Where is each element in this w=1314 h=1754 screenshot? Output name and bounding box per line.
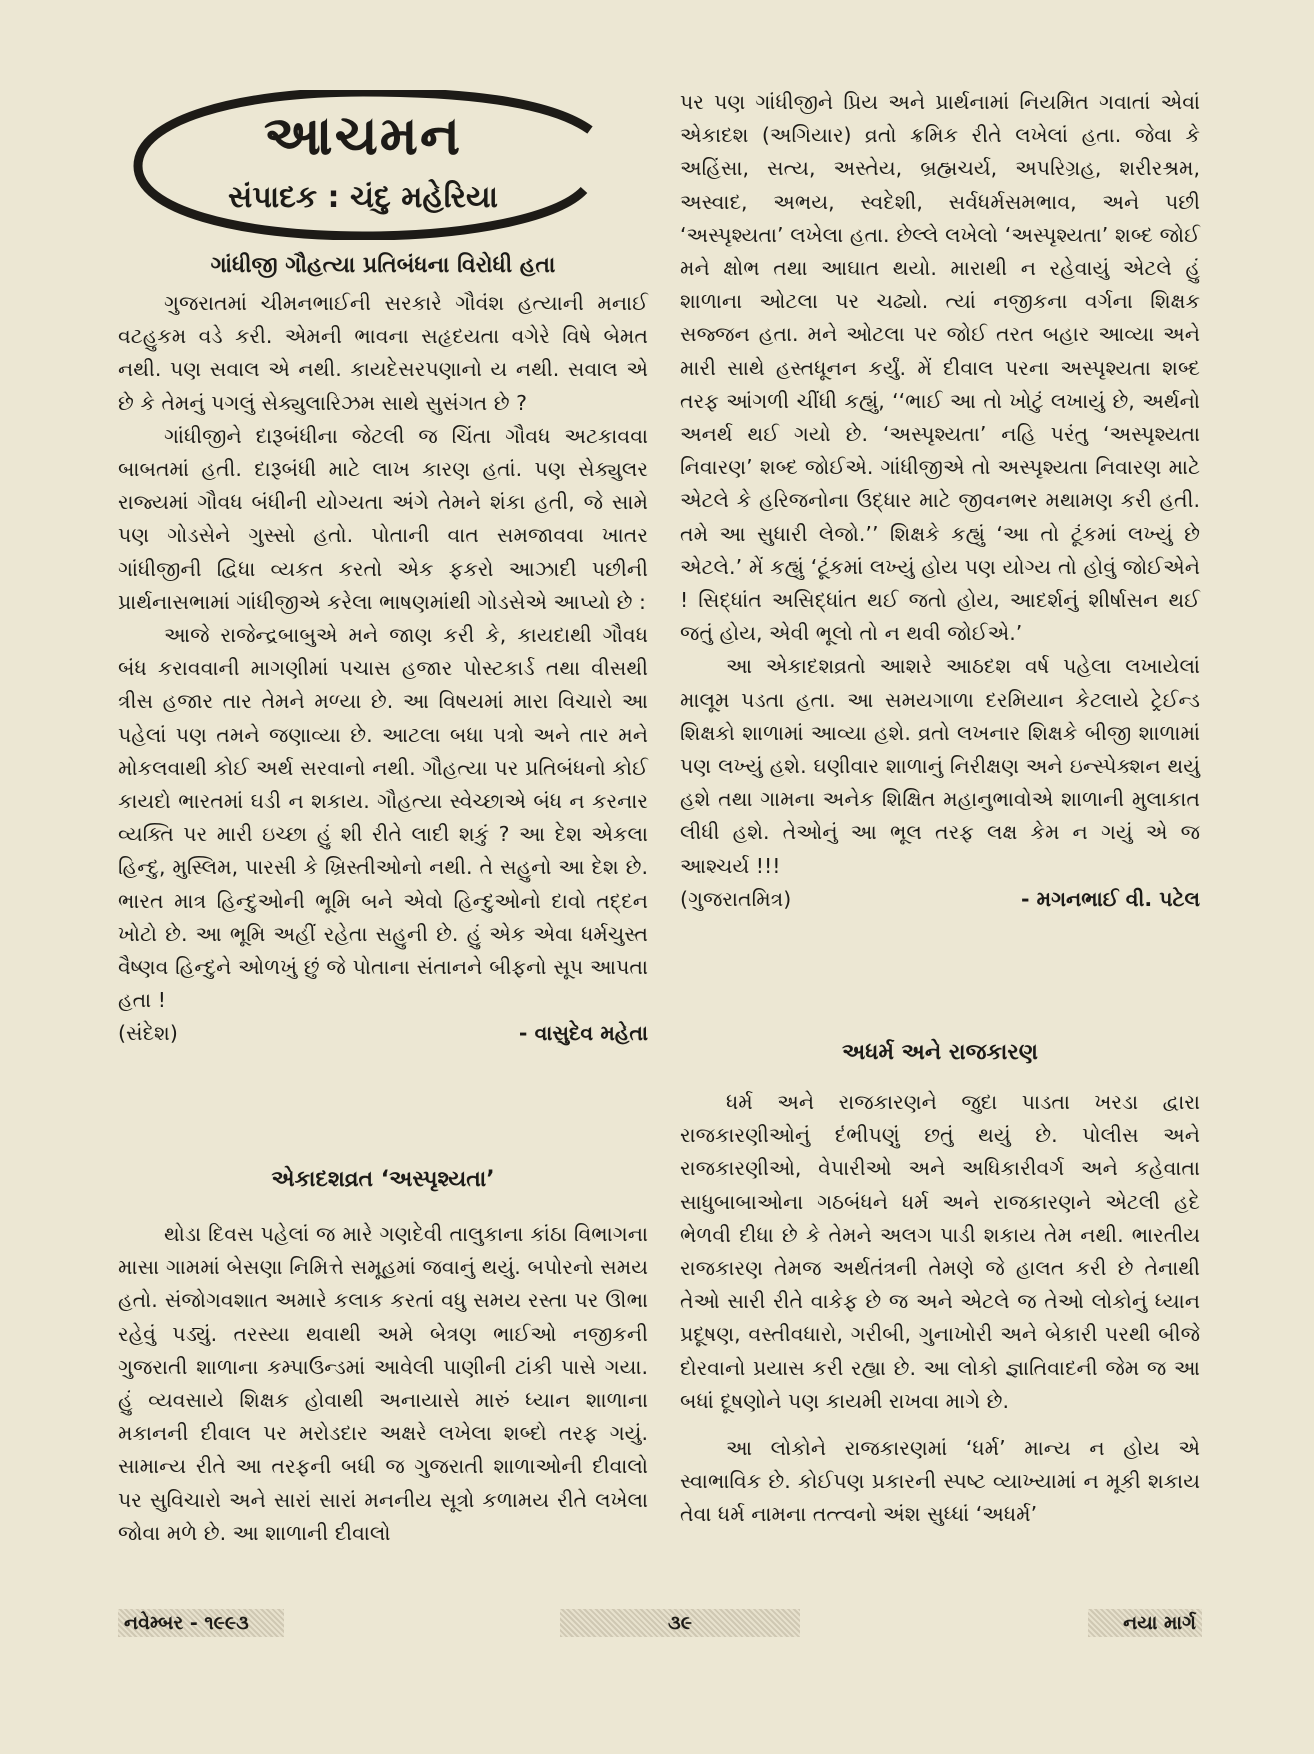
article-gandhi-cow-slaughter bbox=[118, 253, 648, 278]
author-name: - વાસુદેવ મહેતા bbox=[518, 1021, 648, 1046]
article-adharma-politics bbox=[680, 1040, 1200, 1065]
byline bbox=[680, 883, 1200, 916]
author-name: - મગનભાઈ વી. પટેલ bbox=[1020, 886, 1200, 911]
paragraph: થોડા દિવસ પહેલાં જ મારે ગણદેવી તાલુકાના કાંઠા વિભાગના માસા ગામમાં બેસણા નિમિત્તે સમૂહમાં જવાનું થયું. બપોરનો સમય હતો. સંજોગવશાત અમારે કલાક કરતાં વધુ સમય રસ્તા પર ઊભા રહેવું પડ્યું. તરસ્યા થવાથી અમે બેત્રણ ભાઈઓ નજીકની ગુજરાતી શાળાના કમ્પાઉન્ડમાં આવેલી પાણીની ટાંકી પાસે ગયા. હું વ્યવસાયે શિક્ષક હોવાથી અનાયાસે મારું ધ્યાન શાળાના મકાનની દીવાલ પર મરોડદાર અક્ષરે લખેલા શબ્દો તરફ ગયું. સામાન્ય રીતે આ તરફની બધી જ ગુજરાતી શાળાઓની દીવાલો પર સુવિચારો અને સારાં સારાં મનનીય સૂત્રો કળામય રીતે લખેલા જોવા મળે છે. આ શાળાની દીવાલો bbox=[118, 1222, 648, 1545]
article-body bbox=[680, 1086, 1200, 1532]
column-title: આચમન bbox=[263, 104, 463, 167]
article-body bbox=[118, 287, 648, 1051]
page-number: ૩૯ bbox=[560, 1609, 800, 1637]
paragraph: પર પણ ગાંધીજીને પ્રિય અને પ્રાર્થનામાં નિયમિત ગવાતાં એવાં એકાદશ (અગિયાર) વ્રતો ક્રમિક રીતે લખેલાં હતા. જેવા કે અહિંસા, સત્ય, અસ્તેય, બ્રહ્મચર્ય, અપરિગ્રહ, શરીરશ્રમ, અસ્વાદ, અભય, સ્વદેશી, સર્વધર્મસમભાવ, અને પછી ‘અસ્પૃશ્યતા’ લખેલા હતા. છેલ્લે લખેલો ‘અસ્પૃશ્યતા’ શબ્દ જોઈ મને ક્ષોભ તથા આઘાત થયો. મારાથી ન રહેવાયું એટલે હું શાળાના ઓટલા પર ચઢ્યો. ત્યાં નજીકના વર્ગના શિક્ષક સજ્જન હતા. મને ઓટલા પર જોઈ તરત બહાર આવ્યા અને મારી સાથે હસ્તધૂનન કર્યું. મેં દીવાલ પરના અસ્પૃશ્યતા શબ્દ તરફ આંગળી ચીંધી કહ્યું, ‘‘ભાઈ આ તો ખોટું લખાયું છે, અર્થનો અનર્થ થઈ ગયો છે. ‘અસ્પૃશ્યતા’ નહિ પરંતુ ‘અસ્પૃશ્યતા નિવારણ’ શબ્દ જોઈએ. ગાંધીજીએ તો અસ્પૃશ્યતા નિવારણ માટે એટલે કે હરિજનોના ઉદ્ધાર માટે જીવનભર મથામણ કરી હતી. તમે આ સુધારી લેજો.’’ શિક્ષકે કહ્યું ‘આ તો ટૂંકમાં લખ્યું છે એટલે.’ મેં કહ્યું ‘ટૂંકમાં લખ્યું હોય પણ યોગ્ય તો હોવું જોઈએને ! સિદ્ધાંત અસિદ્ધાંત થઈ જતો હોય, આદર્શનું શીર્ષાસન થઈ જતું હોય, એવી ભૂલો તો ન થવી જોઈએ.’ bbox=[680, 90, 1200, 646]
masthead bbox=[128, 90, 598, 240]
magazine-name: નયા માર્ગ bbox=[1088, 1609, 1202, 1637]
article-heading: ગાંધીજી ગૌહત્યા પ્રતિબંધના વિરોધી હતા bbox=[210, 253, 556, 278]
article-untouchability bbox=[118, 1167, 648, 1192]
paragraph: આજે રાજેન્દ્રબાબુએ મને જાણ કરી કે, કાયદાથી ગૌવધ બંધ કરાવવાની માગણીમાં પચાસ હજાર પોસ્ટકાર્ડ તથા વીસથી ત્રીસ હજાર તાર તેમને મળ્યા છે. આ વિષયમાં મારા વિચારો આ પહેલાં પણ તમને જણાવ્યા છે. આટલા બધા પત્રો અને તાર મને મોકલવાથી કોઈ અર્થ સરવાનો નથી. ગૌહત્યા પર પ્રતિબંધનો કોઈ કાયદો ભારતમાં ઘડી ન શકાય. ગૌહત્યા સ્વેચ્છાએ બંધ ન કરનાર વ્યક્તિ પર મારી ઇચ્છા હું શી રીતે લાદી શકું ? આ દેશ એકલા હિન્દુ, મુસ્લિમ, પારસી કે ખ્રિસ્તીઓનો નથી. તે સહુનો આ દેશ છે. ભારત માત્ર હિન્દુઓની ભૂમિ બને એવો હિન્દુઓનો દાવો તદ્દન ખોટો છે. આ ભૂમિ અહીં રહેતા સહુની છે. હું એક એવા ધર્મચુસ્ત વૈષ્ણવ હિન્દુને ઓળખું છું જે પોતાના સંતાનને બીફનો સૂપ આપતા હતા ! bbox=[118, 623, 648, 1013]
article-heading: એકાદશવ્રત ‘અસ્પૃશ્યતા’ bbox=[271, 1167, 495, 1192]
source-name: (સંદેશ) bbox=[118, 1021, 178, 1046]
source-name: (ગુજરાતમિત્ર) bbox=[680, 886, 792, 911]
article-body bbox=[118, 1218, 648, 1550]
paragraph: ધર્મ અને રાજકારણને જુદા પાડતા ખરડા દ્વારા રાજકારણીઓનું દંભીપણું છતું થયું છે. પોલીસ અને રાજકારણીઓ, વેપારીઓ અને અધિકારીવર્ગ અને કહેવાતા સાધુબાબાઓના ગઠબંધને ધર્મ અને રાજકારણને એટલી હદે ભેળવી દીધા છે કે તેમને અલગ પાડી શકાય તેમ નથી. ભારતીય રાજકારણ તેમજ અર્થતંત્રની તેમણે જે હાલત કરી છે તેનાથી તેઓ સારી રીતે વાકેફ છે જ અને એટલે જ તેઓ લોકોનું ધ્યાન પ્રદૂષણ, વસ્તીવધારો, ગરીબી, ગુનાખોરી અને બેકારી પરથી બીજે દોરવાનો પ્રયાસ કરી રહ્યા છે. આ લોકો જ્ઞાતિવાદની જેમ જ આ બધાં દૂષણોને પણ કાયમી રાખવા માગે છે. bbox=[680, 1090, 1200, 1413]
editor-credit: સંપાદક : ચંદુ મહેરિયા bbox=[228, 180, 498, 215]
article-continuation bbox=[680, 86, 1200, 916]
footer-date: નવેમ્બર - ૧૯૯૩ bbox=[118, 1609, 284, 1637]
article-heading: અધર્મ અને રાજકારણ bbox=[842, 1040, 1038, 1065]
byline bbox=[118, 1017, 648, 1050]
paragraph: ગુજરાતમાં ચીમનભાઈની સરકારે ગૌવંશ હત્યાની મનાઈ વટહુકમ વડે કરી. એમની ભાવના સહૃદયતા વગેરે વિષે બેમત નથી. પણ સવાલ એ નથી. કાયદેસરપણાનો ય નથી. સવાલ એ છે કે તેમનું પગલું સેક્યુલારિઝમ સાથે સુસંગત છે ? bbox=[118, 291, 648, 415]
paragraph: આ લોકોને રાજકારણમાં ‘ધર્મ’ માન્ય ન હોય એ સ્વાભાવિક છે. કોઈપણ પ્રકારની સ્પષ્ટ વ્યાખ્યામાં ન મૂકી શકાય તેવા ધર્મ નામના તત્ત્વનો અંશ સુધ્ધાં ‘અધર્મ’ bbox=[680, 1436, 1200, 1527]
paragraph: આ એકાદશવ્રતો આશરે આઠદશ વર્ષ પહેલા લખાયેલાં માલૂમ પડતા હતા. આ સમયગાળા દરમિયાન કેટલાયે ટ્રેઈન્ડ શિક્ષકો શાળામાં આવ્યા હશે. વ્રતો લખનાર શિક્ષકે બીજી શાળામાં પણ લખ્યું હશે. ઘણીવાર શાળાનું નિરીક્ષણ અને ઇન્સ્પેક્શન થયું હશે તથા ગામના અનેક શિક્ષિત મહાનુભાવોએ શાળાની મુલાકાત લીધી હશે. તેઓનું આ ભૂલ તરફ લક્ષ કેમ ન ગયું એ જ આશ્ચર્ય !!! bbox=[680, 654, 1200, 878]
paragraph: ગાંધીજીને દારૂબંધીના જેટલી જ ચિંતા ગૌવધ અટકાવવા બાબતમાં હતી. દારૂબંધી માટે લાખ કારણ હતાં. પણ સેક્યુલર રાજ્યમાં ગૌવધ બંધીની યોગ્યતા અંગે તેમને શંકા હતી, જે સામે પણ ગોડસેને ગુસ્સો હતો. પોતાની વાત સમજાવવા ખાતર ગાંધીજીની દ્વિધા વ્યકત કરતો એક ફકરો આઝાદી પછીની પ્રાર્થનાસભામાં ગાંધીજીએ કરેલા ભાષણમાંથી ગોડસેએ આપ્યો છે : bbox=[118, 423, 648, 614]
